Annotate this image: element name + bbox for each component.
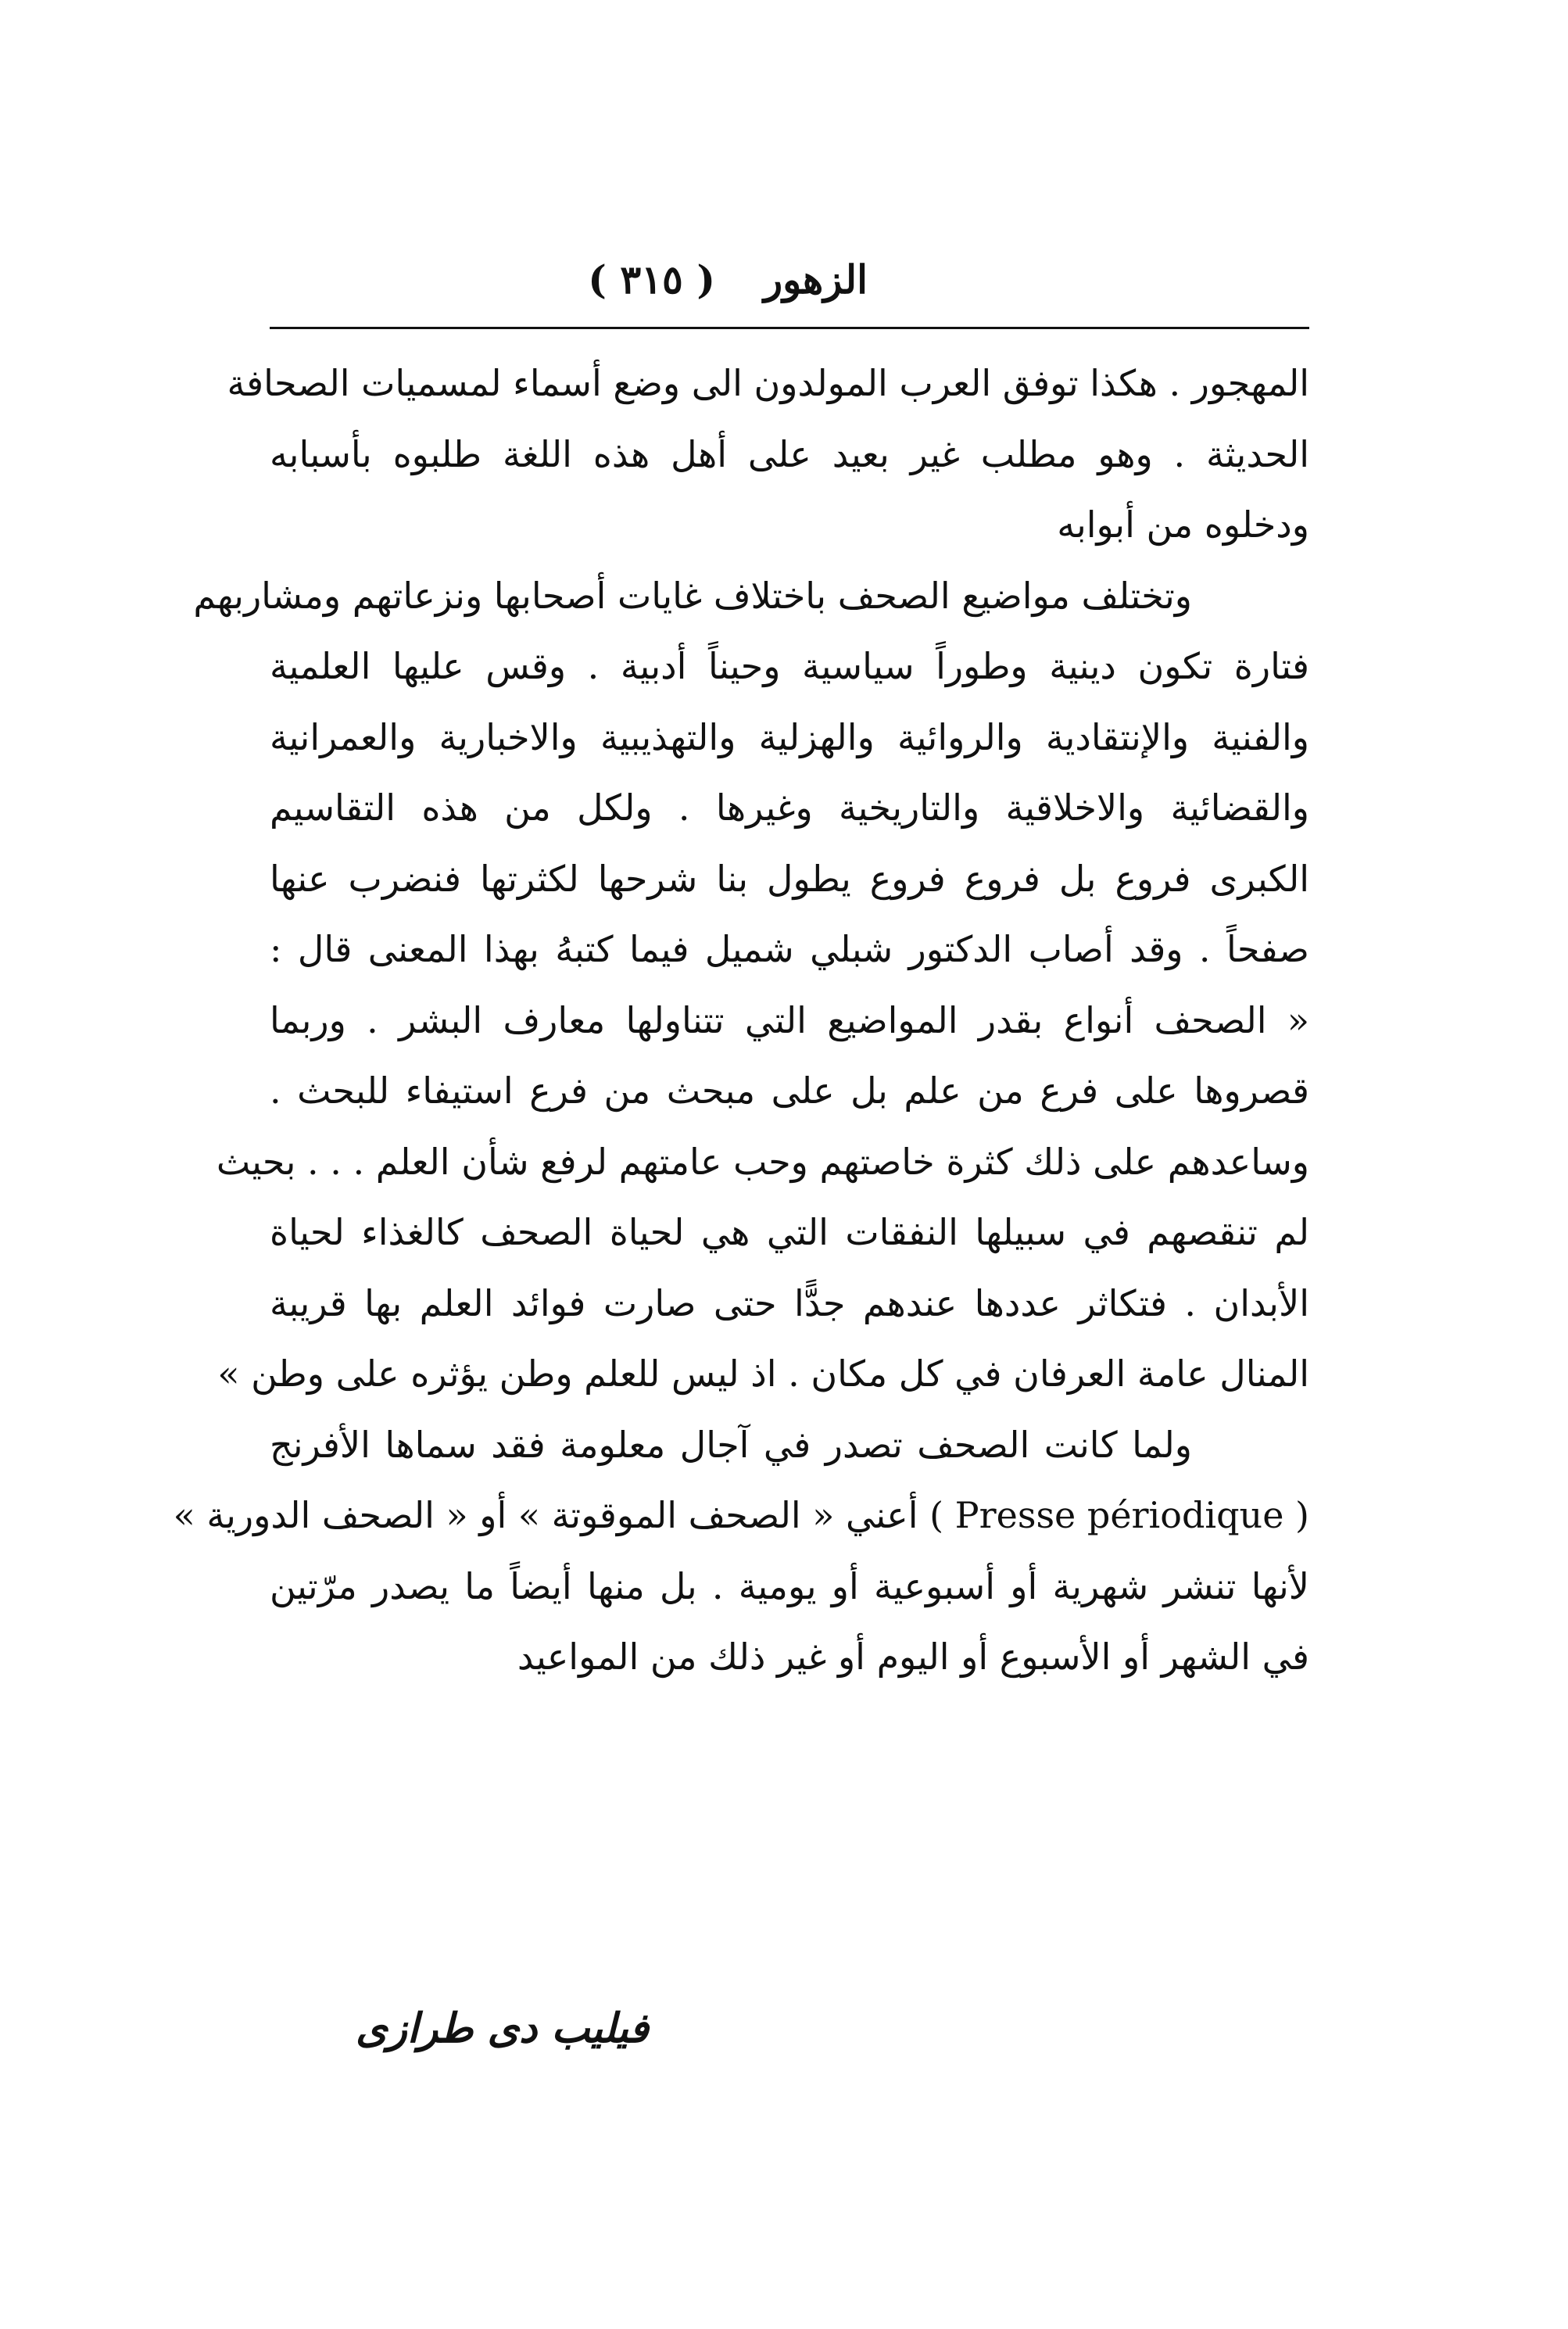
text-line: فتارة تكون دينية وطوراً سياسية وحيناً أدبية . وقس عليها العلمية: [270, 645, 1309, 687]
article-body: [173, 348, 1309, 1693]
header-divider: [270, 327, 1309, 329]
text-line: والفنية والإنتقادية والروائية والهزلية والتهذيبية والاخبارية والعمرانية: [270, 715, 1309, 758]
quote-line: « الصحف أنواع بقدر المواضيع التي تتناولها معارف البشر . وربما: [270, 998, 1309, 1041]
text-line: صفحاً . وقد أصاب الدكتور شبلي شميل فيما كتبهُ بهذا المعنى قال :: [270, 928, 1309, 970]
text-line: الحديثة . وهو مطلب غير بعيد على أهل هذه اللغة طلبوه بأسبابه: [270, 432, 1309, 475]
page-title: الزهور: [763, 256, 868, 303]
text-line: المهجور . هكذا توفق العرب المولدون الى وضع أسماء لمسميات الصحافة: [227, 362, 1309, 404]
quote-line: وساعدهم على ذلك كثرة خاصتهم وحب عامتهم لرفع شأن العلم . . . بحيث: [216, 1140, 1309, 1183]
quote-line: الأبدان . فتكاثر عددها عندهم جدًّا حتى صارت فوائد العلم بها قريبة: [270, 1281, 1309, 1324]
page-header: [270, 249, 1309, 311]
quote-line: المنال عامة العرفان في كل مكان . اذ ليس للعلم وطن يؤثره على وطن »: [217, 1353, 1309, 1395]
paragraph-start-line: ولما كانت الصحف تصدر في آجال معلومة فقد سماها الأفرنج: [270, 1423, 1192, 1466]
text-line: ودخلوه من أبوابه: [1057, 503, 1309, 546]
author-signature: فيليب دى طرازى: [356, 2005, 649, 2052]
quote-line: قصروها على فرع من علم بل على مبحث من فرع استيفاء للبحث .: [270, 1070, 1309, 1112]
text-line: في الشهر أو الأسبوع أو اليوم أو غير ذلك من المواعيد: [517, 1636, 1309, 1678]
text-line: الكبرى فروع بل فروع فروع يطول بنا شرحها لكثرتها فنضرب عنها: [270, 857, 1309, 900]
paragraph-start-line: وتختلف مواضيع الصحف باختلاف غايات أصحابها ونزعاتهم ومشاربهم: [193, 574, 1192, 617]
text-line: لأنها تنشر شهرية أو أسبوعية أو يومية . بل منها أيضاً ما يصدر مرّتين: [270, 1564, 1309, 1607]
text-line: والقضائية والاخلاقية والتاريخية وغيرها . ولكل من هذه التقاسيم: [270, 786, 1309, 829]
text-line: ( Presse périodique ) أعني « الصحف الموقوتة » أو « الصحف الدورية »: [173, 1494, 1309, 1536]
quote-line: لم تنقصهم في سبيلها النفقات التي هي لحياة الصحف كالغذاء لحياة: [270, 1211, 1309, 1253]
page-number: ( ٣١٥ ): [588, 256, 715, 303]
